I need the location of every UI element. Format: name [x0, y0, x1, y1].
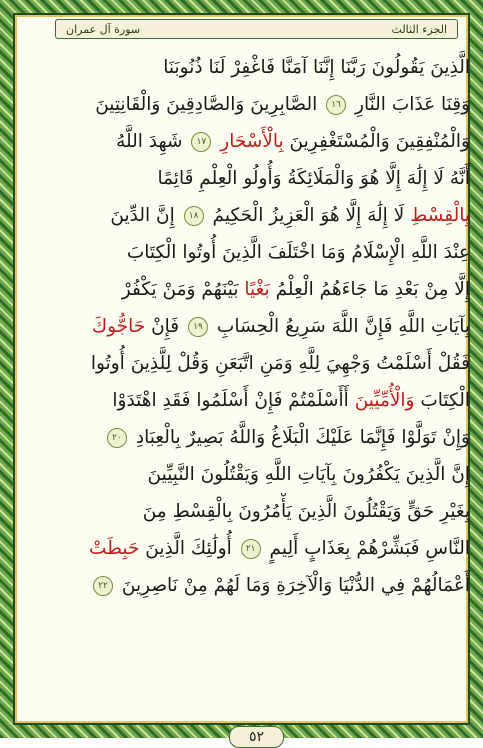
verse-text: بِآيَاتِ اللَّهِ فَإِنَّ اللَّهَ سَرِيعُ الْحِسَابِ [211, 316, 470, 337]
ayah-number-marker: ١٨ [184, 206, 204, 226]
verse-line [45, 123, 470, 160]
page-number-badge [229, 726, 284, 748]
verse-text: أُولَٰئِكَ الَّذِينَ [139, 538, 238, 559]
verse-text: بَيْنَهُمْ وَمَنْ يَكْفُرْ [121, 279, 239, 300]
page-number: ٥٢ [248, 729, 265, 745]
verse-line [45, 86, 470, 123]
verse-text: أَنَّهُ لَا إِلَٰهَ إِلَّا هُوَ وَالْمَلَائِكَةُ وَأُولُو الْعِلْمِ قَائِمًا [157, 168, 470, 189]
verse-text: وَالْمُنْفِقِينَ وَالْمُسْتَغْفِرِينَ [283, 131, 470, 152]
verse-text: النَّاسِ فَبَشِّرْهُمْ بِعَذَابٍ أَلِيمٍ [263, 538, 470, 559]
verse-text: فَقُلْ أَسْلَمْتُ وَجْهِيَ لِلَّهِ وَمَنِ اتَّبَعَنِ وَقُلْ لِلَّذِينَ أُوتُوا [90, 353, 470, 374]
verse-line [45, 567, 470, 604]
verse-line [45, 382, 470, 419]
highlighted-word: حَاجُّوكَ [91, 316, 146, 337]
verse-line [45, 493, 470, 530]
verse-text: الَّذِينَ يَقُولُونَ رَبَّنَا إِنَّنَا آمَنَّا فَاغْفِرْ لَنَا ذُنُوبَنَا [163, 57, 470, 78]
page-content [13, 13, 470, 745]
page-header [55, 19, 458, 39]
verse-line [45, 345, 470, 382]
highlighted-word: بَغْيًا [238, 279, 270, 300]
verse-line [45, 271, 470, 308]
verse-text: أَأَسْلَمْتُمْ فَإِنْ أَسْلَمُوا فَقَدِ اهْتَدَوْا [112, 390, 349, 411]
verse-text: فَإِنْ [145, 316, 186, 337]
highlighted-word: بِالْقِسْطِ [404, 205, 470, 226]
verse-text: أَعْمَالُهُمْ فِي الدُّنْيَا وَالْآخِرَةِ وَمَا لَهُمْ مِنْ نَاصِرِينَ [116, 575, 470, 596]
highlighted-word: حَبِطَتْ [89, 538, 140, 559]
verse-text: إِلَّا مِنْ بَعْدِ مَا جَاءَهُمُ الْعِلْمُ [269, 279, 470, 300]
verse-line [45, 197, 470, 234]
verse-text: الْكِتَابَ [414, 390, 470, 411]
verse-text: شَهِدَ اللَّهُ [116, 131, 189, 152]
surah-label: سورة آل عمران [66, 22, 141, 36]
verse-line [45, 530, 470, 567]
verse-text: بِغَيْرِ حَقٍّ وَيَقْتُلُونَ الَّذِينَ يَأْمُرُونَ بِالْقِسْطِ مِنَ [142, 501, 470, 522]
highlighted-word: وَالْأُمِّيِّينَ [348, 390, 415, 411]
verse-text: وَإِنْ تَوَلَّوْا فَإِنَّمَا عَلَيْكَ الْبَلَاغُ وَاللَّهُ بَصِيرٌ بِالْعِبَادِ [129, 427, 470, 448]
ayah-number-marker: ١٧ [191, 132, 211, 152]
highlighted-word: بِالْأَسْحَارِ [214, 131, 284, 152]
verse-line [45, 456, 470, 493]
verse-line [45, 308, 470, 345]
verse-text: الصَّابِرِينَ وَالصَّادِقِينَ وَالْقَانِتِينَ [95, 94, 324, 115]
ayah-number-marker: ٢٠ [107, 428, 127, 448]
ayah-number-marker: ١٦ [326, 95, 346, 115]
ayah-number-marker: ٢٢ [93, 576, 113, 596]
verse-line [45, 160, 470, 197]
verse-line [45, 49, 470, 86]
verse-line [45, 419, 470, 456]
quran-text [45, 49, 470, 715]
ayah-number-marker: ٢١ [241, 539, 261, 559]
verse-text: وَقِنَا عَذَابَ النَّارِ [349, 94, 470, 115]
verse-text: عِنْدَ اللَّهِ الْإِسْلَامُ وَمَا اخْتَلَفَ الَّذِينَ أُوتُوا الْكِتَابَ [126, 242, 470, 263]
verse-text: لَا إِلَٰهَ إِلَّا هُوَ الْعَزِيزُ الْحَكِيمُ [206, 205, 405, 226]
verse-text: إِنَّ الَّذِينَ يَكْفُرُونَ بِآيَاتِ اللَّهِ وَيَقْتُلُونَ النَّبِيِّينَ [147, 464, 470, 485]
verse-line [45, 234, 470, 271]
juz-label: الجزء الثالث [391, 22, 447, 36]
verse-text: إِنَّ الدِّينَ [110, 205, 181, 226]
ayah-number-marker: ١٩ [188, 317, 208, 337]
